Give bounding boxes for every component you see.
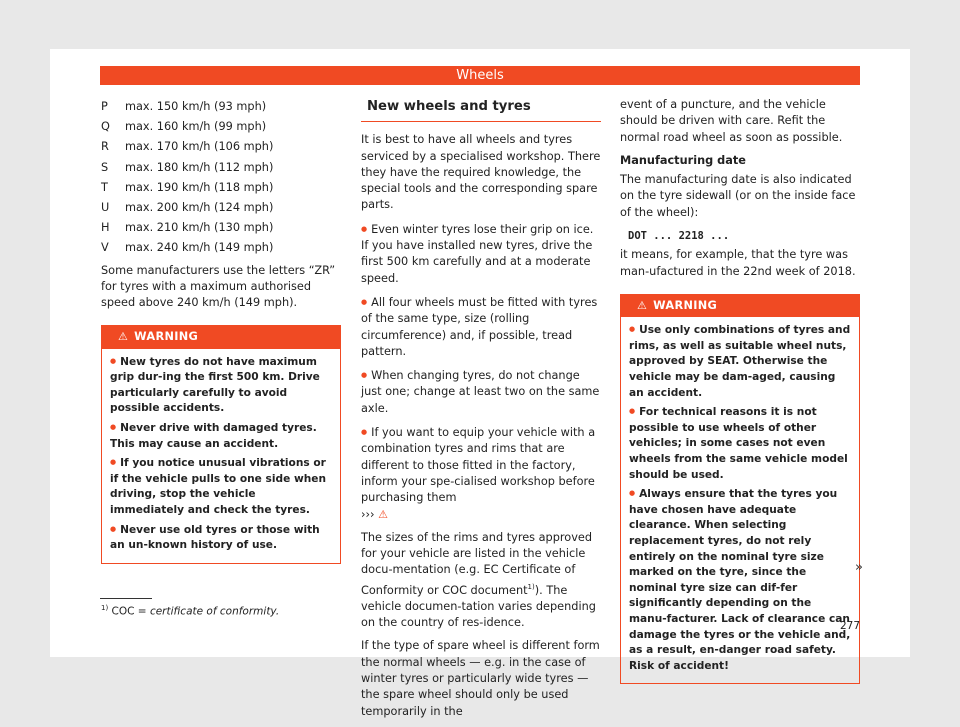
speed-row: S max. 180 km/h (112 mph) — [101, 160, 274, 174]
continued-paragraph: event of a puncture, and the vehicle should be driven with care. Refit the normal road wheel as soon as possible. — [620, 98, 843, 144]
column-middle — [361, 97, 601, 727]
dot-code: DOT ... 2218 ... — [628, 230, 730, 243]
bullet-item: ● When changing tyres, do not change just one; change at least two on the same axle. — [361, 367, 601, 417]
bullet-item: ● All four wheels must be fitted with tyres of the same type, size (rolling circumference) and, if possible, tread pattern. — [361, 294, 601, 360]
manufacturing-date-text: The manufacturing date is also indicated on the tyre sidewall (or on the inside face of the wheel): — [620, 173, 856, 219]
speed-row: Q max. 160 km/h (99 mph) — [101, 120, 267, 134]
manufacturing-date-heading: Manufacturing date — [620, 153, 746, 167]
warning-box-left — [101, 325, 341, 563]
column-right — [620, 97, 860, 684]
zr-note: Some manufacturers use the letters “ZR” for tyres with a maximum authorised speed above 240 km/h (149 mph). — [101, 263, 336, 310]
footnote-ref[interactable]: 1) — [527, 582, 535, 591]
footnote-divider — [100, 598, 152, 599]
section-title: New wheels and tyres — [361, 97, 601, 122]
continue-arrow-icon: » — [855, 560, 863, 575]
warning-header: ⚠ WARNING — [102, 326, 340, 348]
sizes-paragraph: The sizes of the rims and tyres approved for your vehicle are listed in the vehicle docu-mentation (e.g. EC Certificate of Conformity or COC document$^{1)}$). The vehicle documen-tation varies depending on the country of res-idence. — [361, 530, 596, 630]
warning-body — [102, 349, 340, 563]
warning-item: ● Always ensure that the tyres you have chosen have adequate clearance. When selecting replacement tyres, do not rely entirely on the nominal tyre size marked on the tyre, since the nominal tyre size can dif-fer significantly depending on the manu-facturer. Lack of clearance can damage the tyres or the vehicle and, as a result, en-danger road safety. Risk of accident! — [629, 486, 851, 674]
bullet-item-with-ref: ● If you want to equip your vehicle with a combination tyres and rims that are different to those fitted in the factory, inform your spe-cialised workshop before purchasing them ››› ⚠ — [361, 424, 601, 523]
speed-row: V max. 240 km/h (149 mph) — [101, 241, 274, 255]
speed-row: R max. 170 km/h (106 mph) — [101, 140, 274, 154]
bullet-item: ● Even winter tyres lose their grip on ice. If you have installed new tyres, drive the first 500 km carefully and at a moderate speed. — [361, 221, 601, 287]
speed-row: U max. 200 km/h (124 mph) — [101, 200, 274, 214]
warning-header: ⚠ WARNING — [621, 295, 859, 317]
footnote: $^{1)}$ COC = certificate of conformity. — [101, 604, 280, 618]
warning-box-right — [620, 294, 860, 684]
speed-row: T max. 190 km/h (118 mph) — [101, 180, 274, 194]
warning-triangle-icon: ⚠ — [637, 298, 648, 312]
speed-table — [101, 97, 341, 259]
intro-paragraph: It is best to have all wheels and tyres serviced by a specialised workshop. There they have the required knowledge, the special tools and the corresponding spare parts. — [361, 133, 601, 212]
warning-item: ● If you notice unusual vibrations or if the vehicle pulls to one side when driving, stop the vehicle immediately and check the tyres. — [110, 455, 332, 518]
warning-item: ● Use only combinations of tyres and rims, as well as suitable wheel nuts, approved by SEAT. Otherwise the vehicle may be dam-aged, causing an accident. — [629, 322, 851, 401]
warning-body — [621, 317, 859, 683]
warning-triangle-icon: ⚠ — [118, 330, 129, 344]
column-left — [101, 97, 341, 564]
page-number: 277 — [840, 620, 861, 632]
warning-item: ● Never use old tyres or those with an un-known history of use. — [110, 522, 332, 554]
speed-row: P max. 150 km/h (93 mph) — [101, 100, 267, 113]
warning-item: ● For technical reasons it is not possible to use wheels of other vehicles; in some cases not even wheels from the same vehicle model should be used. — [629, 404, 851, 483]
reference-arrow[interactable]: ››› — [361, 507, 375, 521]
warning-item: ● Never drive with damaged tyres. This may cause an accident. — [110, 420, 332, 452]
warning-item: ● New tyres do not have maximum grip dur-ing the first 500 km. Drive particularly carefully to avoid possible accidents. — [110, 354, 332, 417]
manufacturing-example: it means, for example, that the tyre was man-ufactured in the 22nd week of 2018. — [620, 248, 856, 278]
spare-wheel-paragraph: If the type of spare wheel is different form the normal wheels — e.g. in the case of winter tyres or particularly wide tyres — the spare wheel should only be used temporarily in the — [361, 639, 600, 718]
warning-ref-icon[interactable]: ⚠ — [378, 507, 389, 521]
speed-row: H max. 210 km/h (130 mph) — [101, 221, 274, 235]
chapter-header: Wheels — [100, 66, 860, 85]
